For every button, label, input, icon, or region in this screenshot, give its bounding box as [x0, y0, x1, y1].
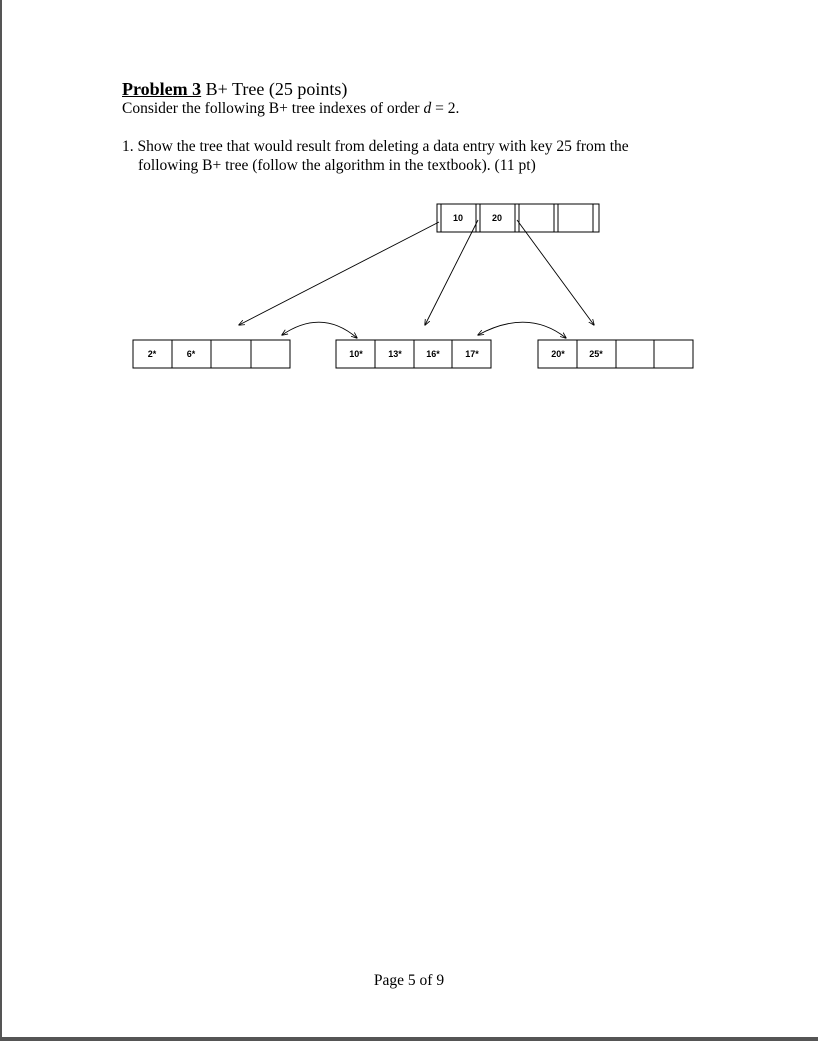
root-node [437, 204, 599, 232]
root-key-2: 20 [491, 213, 503, 223]
sibling-link-1-2 [282, 322, 357, 338]
leaf-2-entry-4: 17* [465, 349, 479, 359]
pointer-to-leaf-1 [239, 222, 439, 325]
leaf-node-3 [538, 340, 693, 368]
leaf-node-1 [133, 340, 290, 368]
pointer-to-leaf-3 [517, 220, 594, 325]
question-line-2: following B+ tree (follow the algorithm in the textbook). (11 pt) [138, 157, 536, 174]
problem-title: B+ Tree (25 points) [201, 79, 348, 99]
question-line-1: 1. Show the tree that would result from deleting a data entry with key 25 from the [122, 138, 629, 155]
intro-variable: d [423, 100, 432, 117]
intro-prefix: Consider the following B+ tree indexes of order [122, 100, 424, 117]
leaf-2-entry-3: 16* [426, 349, 440, 359]
page-number: Page 5 of 9 [373, 972, 445, 989]
pointer-to-leaf-2 [425, 220, 478, 325]
problem-label: Problem 3 [122, 79, 202, 99]
leaf-1-entry-1: 2* [147, 349, 157, 359]
root-key-1: 10 [452, 213, 464, 223]
leaf-3-entry-1: 20* [551, 349, 565, 359]
intro-suffix: = 2. [431, 100, 460, 117]
leaf-1-entry-2: 6* [186, 349, 196, 359]
leaf-node-2 [336, 340, 491, 368]
leaf-2-entry-2: 13* [388, 349, 402, 359]
leaf-3-entry-2: 25* [589, 349, 603, 359]
sibling-link-2-3 [478, 322, 566, 338]
leaf-2-entry-1: 10* [349, 349, 363, 359]
